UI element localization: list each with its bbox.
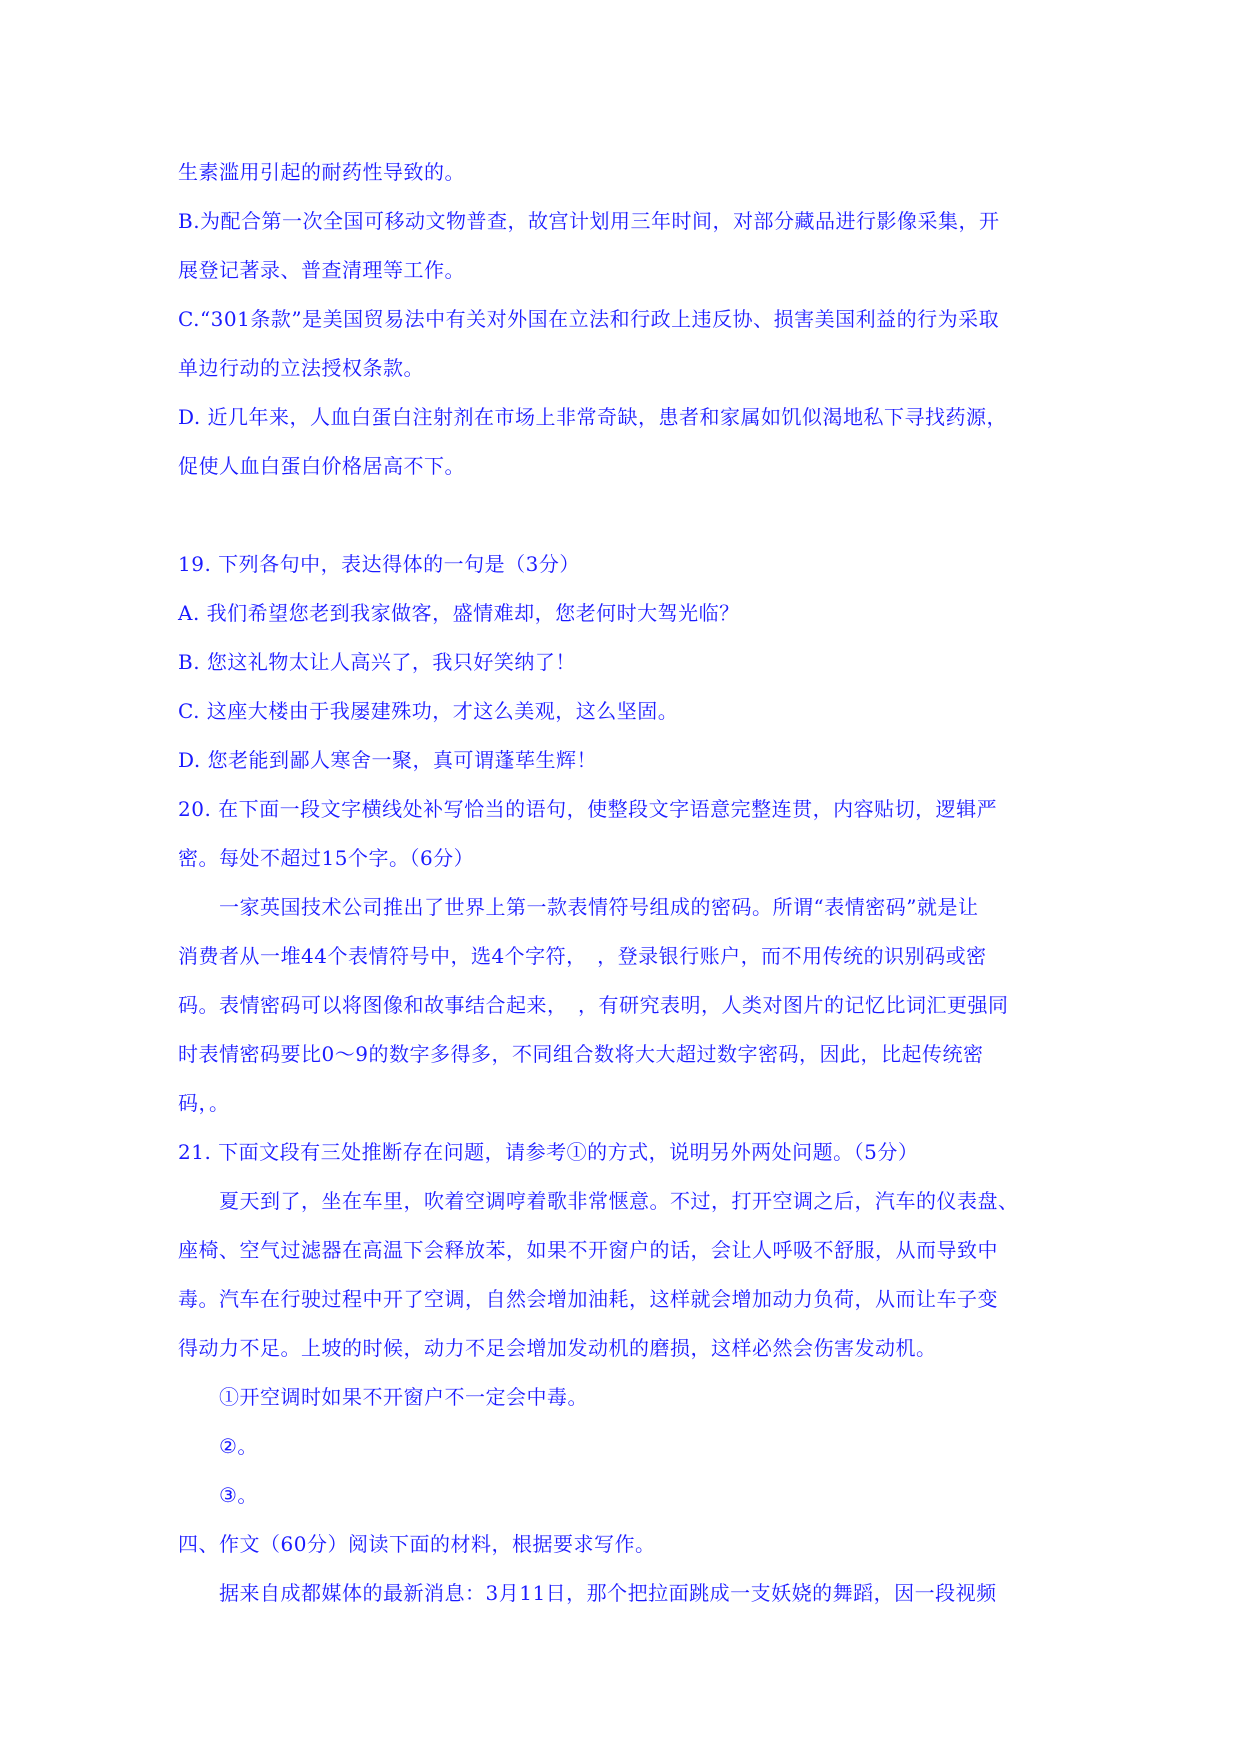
option-d-line: D. 近几年来，人血白蛋白注射剂在市场上非常奇缺，患者和家属如饥似渴地私下寻找药源， — [178, 405, 1008, 429]
q21-answer-2: ②。 — [219, 1434, 258, 1458]
question-20-heading: 20. 在下面一段文字横线处补写恰当的语句，使整段文字语意完整连贯，内容贴切，逻辑严 — [178, 797, 998, 821]
document-page — [178, 148, 1078, 1618]
text-line: 生素滥用引起的耐药性导致的。 — [178, 160, 465, 184]
text-line: 促使人血白蛋白价格居高不下。 — [178, 454, 465, 478]
text-line: 展登记著录、普查清理等工作。 — [178, 258, 465, 282]
q19-option-b: B. 您这礼物太让人高兴了，我只好笑纳了！ — [178, 650, 576, 674]
q20-passage-line: 消费者从一堆44个表情符号中，选4个字符， ，登录银行账户，而不用传统的识别码或密 — [178, 944, 987, 968]
essay-section-heading: 四、作文（60分）阅读下面的材料，根据要求写作。 — [178, 1532, 656, 1556]
q19-option-d: D. 您老能到鄙人寒舍一聚，真可谓蓬荜生辉！ — [178, 748, 598, 772]
q20-passage-line: 一家英国技术公司推出了世界上第一款表情符号组成的密码。所谓“表情密码”就是让 — [219, 895, 979, 919]
option-b-line: B.为配合第一次全国可移动文物普查，故宫计划用三年时间，对部分藏品进行影像采集，开 — [178, 209, 1000, 233]
q19-option-a: A. 我们希望您老到我家做客，盛情难却，您老何时大驾光临？ — [178, 601, 740, 625]
question-20-heading-cont: 密。每处不超过15个字。（6分） — [178, 846, 475, 870]
question-21-heading: 21. 下面文段有三处推断存在问题，请参考①的方式，说明另外两处问题。（5分） — [178, 1140, 919, 1164]
q19-option-c: C. 这座大楼由于我屡建殊功，才这么美观，这么坚固。 — [178, 699, 679, 723]
blank-gap — [178, 491, 1078, 540]
q21-passage-line: 毒。汽车在行驶过程中开了空调，自然会增加油耗，这样就会增加动力负荷，从而让车子变 — [178, 1287, 998, 1311]
option-c-line: C.“301条款”是美国贸易法中有关对外国在立法和行政上违反协、损害美国利益的行为采取 — [178, 307, 1000, 331]
q21-passage-line: 得动力不足。上坡的时候，动力不足会增加发动机的磨损，这样必然会伤害发动机。 — [178, 1336, 937, 1360]
q21-passage-line: 座椅、空气过滤器在高温下会释放苯，如果不开窗户的话，会让人呼吸不舒服，从而导致中 — [178, 1238, 998, 1262]
q21-passage-line: 夏天到了，坐在车里，吹着空调哼着歌非常惬意。不过，打开空调之后，汽车的仪表盘、 — [219, 1189, 1019, 1213]
q20-passage-line: 码，。 — [178, 1091, 230, 1115]
q20-passage-line: 码。表情密码可以将图像和故事结合起来， ，有研究表明，人类对图片的记忆比词汇更强同 — [178, 993, 1009, 1017]
question-19-heading: 19. 下列各句中，表达得体的一句是（3分） — [178, 552, 580, 576]
q21-answer-1: ①开空调时如果不开窗户不一定会中毒。 — [219, 1385, 588, 1409]
text-line: 单边行动的立法授权条款。 — [178, 356, 424, 380]
q20-passage-line: 时表情密码要比0～9的数字多得多，不同组合数将大大超过数字密码，因此，比起传统密 — [178, 1042, 984, 1066]
q21-answer-3: ③。 — [219, 1483, 258, 1507]
essay-material-line: 据来自成都媒体的最新消息：3月11日，那个把拉面跳成一支妖娆的舞蹈，因一段视频 — [219, 1581, 997, 1605]
